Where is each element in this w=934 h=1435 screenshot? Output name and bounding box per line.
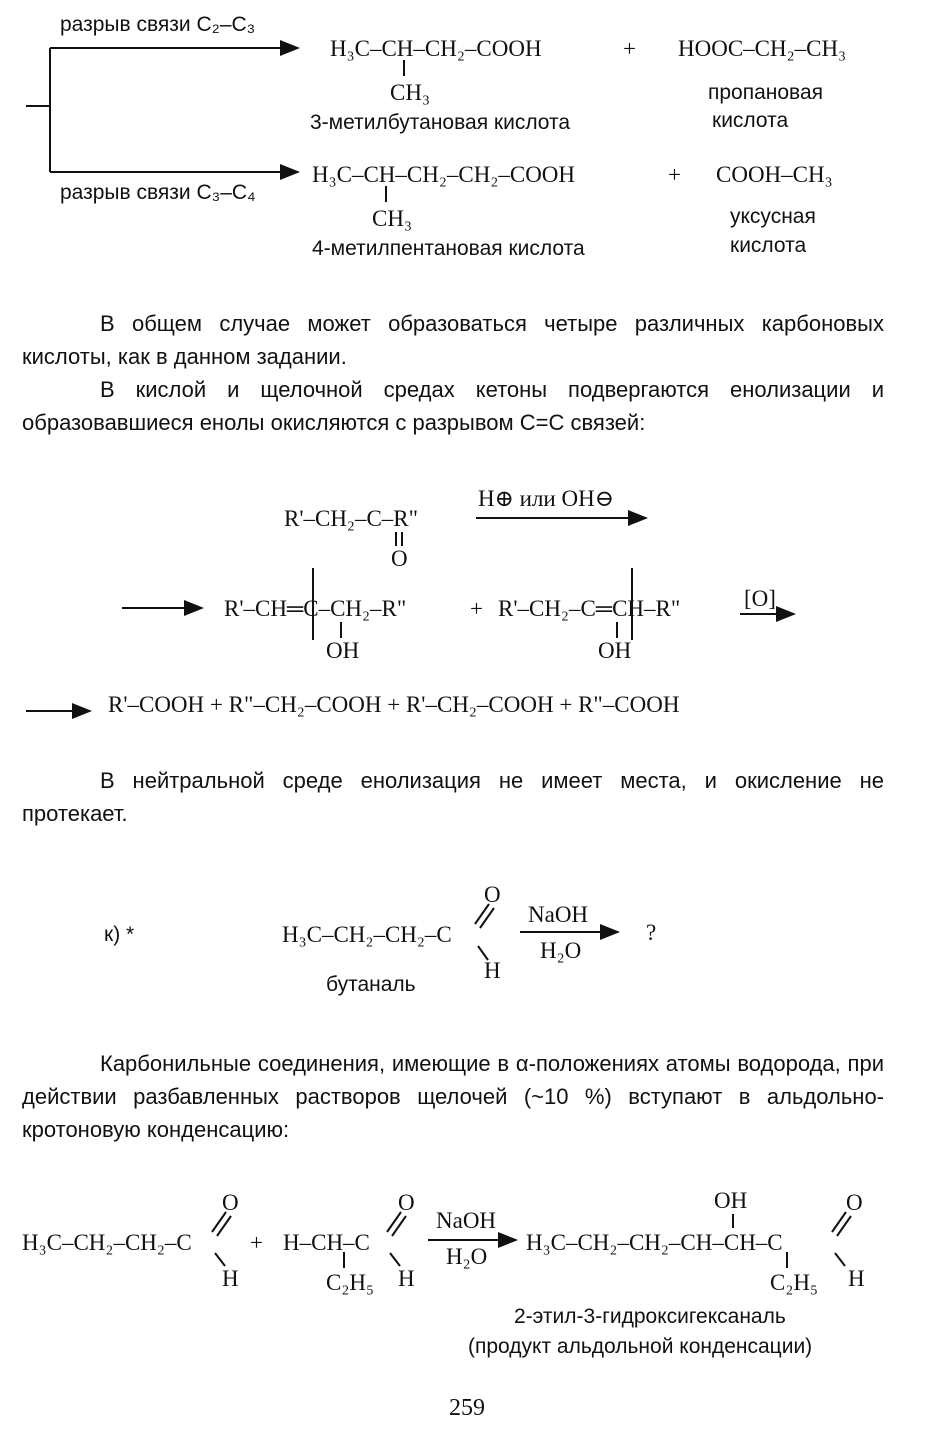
aldol-product-name: 2-этил-3-гидроксигексаналь bbox=[514, 1305, 786, 1328]
reactant-1-hydrogen: H bbox=[222, 1266, 239, 1291]
question-mark: ? bbox=[646, 920, 657, 945]
reactant-2-hydrogen: H bbox=[398, 1266, 415, 1291]
paragraph-enolization: В кислой и щелочной средах кетоны подвергаются енолизации и образовавшиеся енолы окисляются с разрывом C=C связей: bbox=[22, 377, 884, 435]
ketone-oxygen: O bbox=[391, 546, 408, 571]
aldol-product-ethyl: C₂H₅ bbox=[770, 1270, 818, 1295]
product-4-methylpentanoic-formula: H₃C–CH–CH₂–CH₂–COOH bbox=[312, 162, 576, 187]
aldol-product-hydrogen: H bbox=[848, 1266, 865, 1291]
acid-base-conditions: H⊕ или OH⊖ bbox=[478, 486, 614, 511]
reactant-2-ethyl: C₂H₅ bbox=[326, 1270, 374, 1295]
reactant-1-formula: H₃C–CH₂–CH₂–C bbox=[22, 1230, 192, 1255]
paragraph-neutral: В нейтральной среде енолизация не имеет места, и окисление не протекает. bbox=[22, 768, 884, 826]
reactant-1-oxygen: O bbox=[222, 1190, 239, 1215]
plus-sign: + bbox=[668, 162, 681, 187]
reagent-water: H₂O bbox=[446, 1244, 488, 1269]
product-4-methylpentanoic-name: 4-метилпентановая кислота bbox=[312, 237, 585, 260]
oxidant-label: [O] bbox=[744, 586, 776, 611]
product-propanoic-name-1: пропановая bbox=[708, 81, 824, 104]
butanal-formula: H₃C–CH₂–CH₂–C bbox=[282, 922, 452, 947]
product-4-methylpentanoic-methyl: CH₃ bbox=[372, 206, 412, 231]
oxidation-products: R'–COOH + R"–CH₂–COOH + R'–CH₂–COOH + R"–COOH bbox=[108, 692, 680, 717]
plus-sign: + bbox=[250, 1230, 263, 1255]
product-3-methylbutanoic-methyl: CH₃ bbox=[390, 80, 430, 105]
reagent-naoh: NaOH bbox=[436, 1208, 497, 1233]
product-acetic-name-1: уксусная bbox=[730, 205, 816, 228]
reactant-2-formula: H–CH–C bbox=[283, 1230, 370, 1255]
plus-sign: + bbox=[623, 36, 636, 61]
product-acetic-name-2: кислота bbox=[730, 234, 807, 257]
butanal-oxygen: O bbox=[484, 882, 501, 907]
ketone-formula: R'–CH₂–C–R" bbox=[284, 506, 419, 531]
paragraph-four-acids: В общем случае может образоваться четыре различных карбоновых кислоты, как в данном задании. bbox=[22, 311, 884, 369]
cleavage-label-c2-c3: разрыв связи C₂–C₃ bbox=[60, 13, 256, 36]
reagent-naoh: NaOH bbox=[528, 902, 589, 927]
aldol-product-oxygen: O bbox=[846, 1190, 863, 1215]
product-3-methylbutanoic-formula: H₃C–CH–CH₂–COOH bbox=[330, 36, 542, 61]
enol-2-hydroxyl: OH bbox=[598, 638, 632, 663]
enol-1-hydroxyl: OH bbox=[326, 638, 360, 663]
enol-1-formula: R'–CH═C–CH₂–R" bbox=[224, 596, 407, 621]
reactant-2-oxygen: O bbox=[398, 1190, 415, 1215]
butanal-hydrogen: H bbox=[484, 958, 501, 983]
aldol-product-formula: H₃C–CH₂–CH₂–CH–CH–C bbox=[526, 1230, 783, 1255]
butanal-name: бутаналь bbox=[326, 973, 416, 996]
cleavage-label-c3-c4: разрыв связи C₃–C₄ bbox=[60, 181, 256, 204]
product-3-methylbutanoic-name: 3-метилбутановая кислота bbox=[310, 111, 571, 134]
enol-2-formula: R'–CH₂–C═CH–R" bbox=[498, 596, 681, 621]
reagent-water: H₂O bbox=[540, 938, 582, 963]
plus-sign: + bbox=[470, 596, 483, 621]
paragraph-aldol: Карбонильные соединения, имеющие в α-положениях атомы водорода, при действии разбавленных растворов щелочей (~10 %) вступают в альдольно-кротоновую конденсацию: bbox=[22, 1051, 884, 1142]
aldol-product-hydroxyl: OH bbox=[714, 1188, 748, 1213]
aldol-product-caption: (продукт альдольной конденсации) bbox=[468, 1335, 813, 1358]
product-acetic-formula: COOH–CH₃ bbox=[716, 162, 833, 187]
product-propanoic-name-2: кислота bbox=[712, 109, 789, 132]
page-number: 259 bbox=[449, 1395, 485, 1421]
product-propanoic-formula: HOOC–CH₂–CH₃ bbox=[678, 36, 847, 61]
task-label: к) * bbox=[104, 923, 135, 946]
